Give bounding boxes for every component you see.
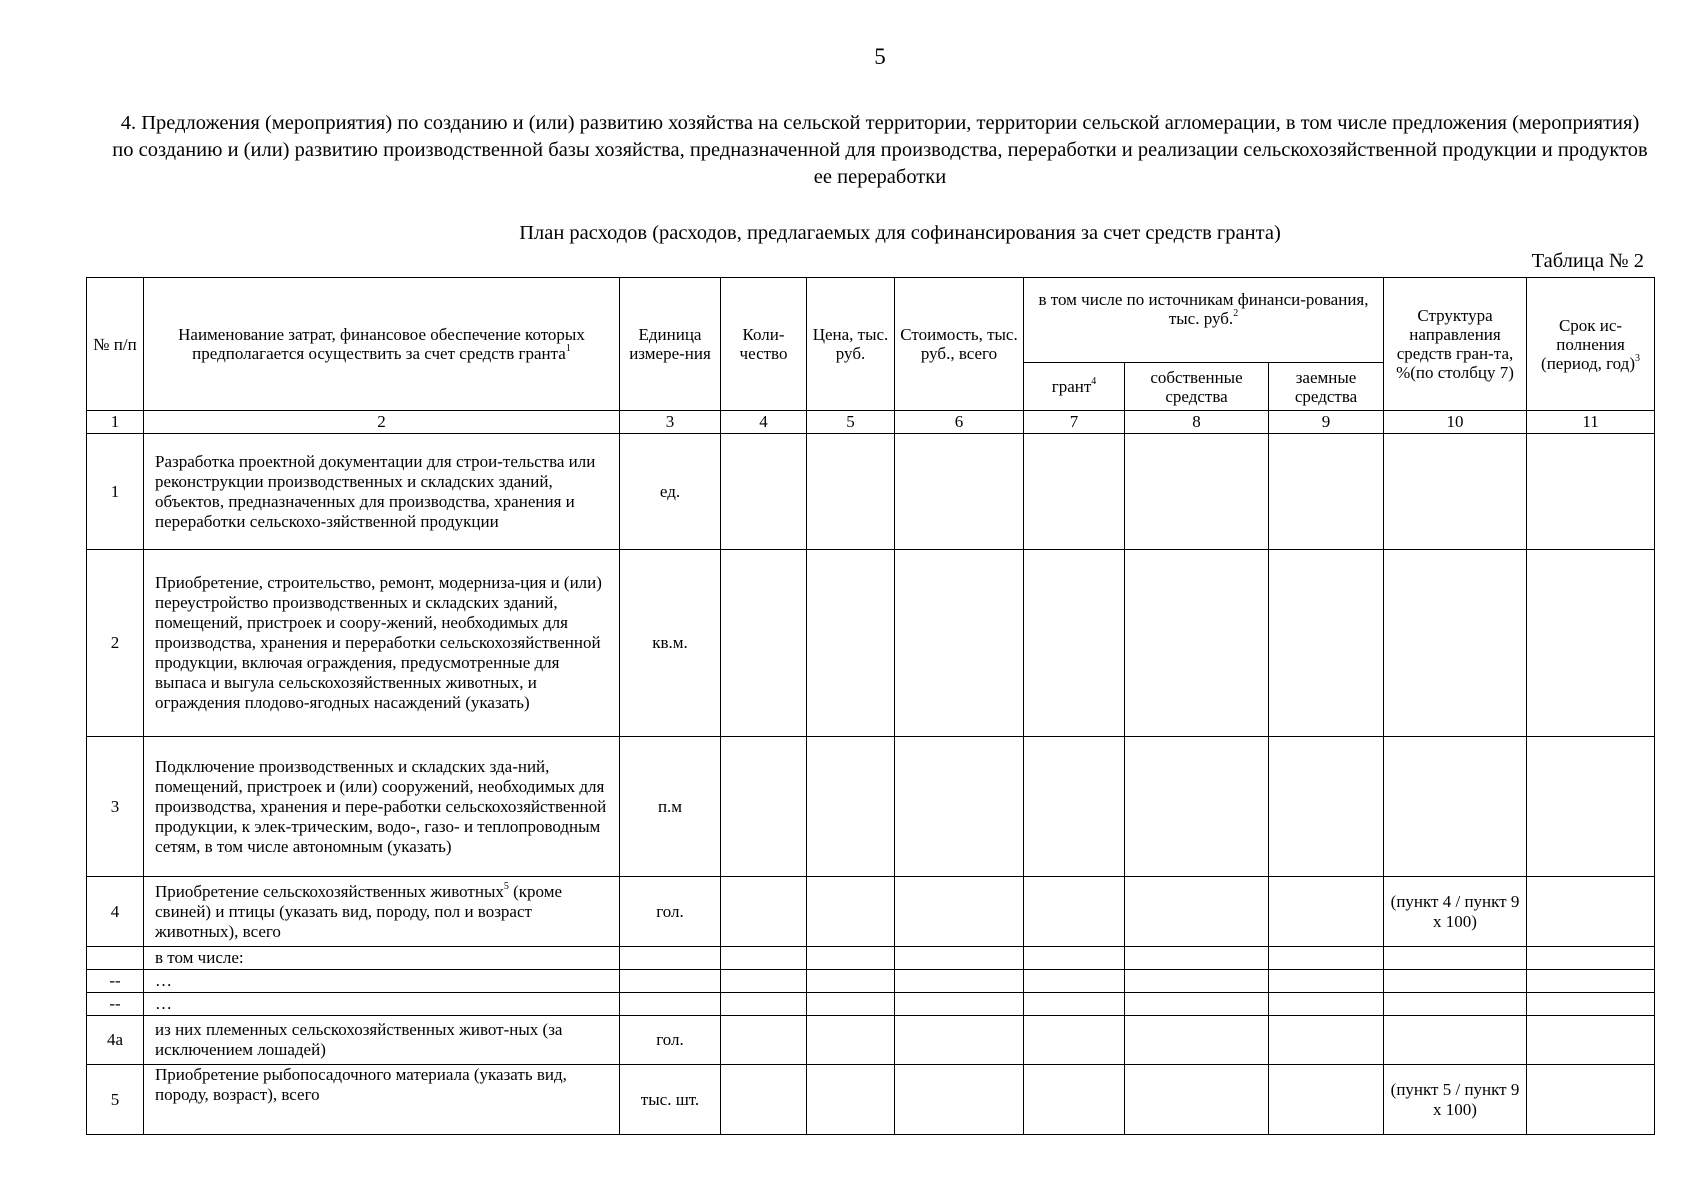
row-name: …: [144, 993, 620, 1016]
column-numbers-row: [87, 411, 1655, 434]
header-qty: Коли-чество: [721, 278, 807, 411]
cell-grant: [1024, 877, 1125, 947]
row-name: Приобретение рыбопосадочного материала (указать вид, породу, возраст), всего: [144, 1065, 620, 1135]
row-unit: тыс. шт.: [620, 1065, 721, 1135]
cell-term: [1527, 877, 1655, 947]
column-number: 5: [807, 411, 895, 434]
table-header-row: [87, 278, 1655, 363]
cell-grant: [1024, 970, 1125, 993]
row-name: …: [144, 970, 620, 993]
row-num: 4: [87, 877, 144, 947]
cell-own: [1125, 550, 1269, 737]
row-unit: гол.: [620, 1016, 721, 1065]
cell-loan: [1269, 993, 1384, 1016]
footnote-marker: 4: [1091, 376, 1097, 387]
cell-cost: [895, 970, 1024, 993]
table-row: [87, 1065, 1655, 1135]
cell-cost: [895, 434, 1024, 550]
cell-term: [1527, 947, 1655, 970]
table-row: [87, 1016, 1655, 1065]
cell-grant: [1024, 434, 1125, 550]
cell-cost: [895, 1016, 1024, 1065]
cell-price: [807, 970, 895, 993]
header-grant: [1024, 363, 1125, 411]
row-structure: [1384, 993, 1527, 1016]
cell-loan: [1269, 970, 1384, 993]
cell-price: [807, 737, 895, 877]
cell-term: [1527, 1016, 1655, 1065]
plan-title: План расходов (расходов, предлагаемых для софинансирования за счет средств гранта): [519, 222, 1281, 244]
cell-grant: [1024, 550, 1125, 737]
cell-cost: [895, 1065, 1024, 1135]
row-structure: [1384, 947, 1527, 970]
row-name: [144, 877, 620, 947]
column-number: 4: [721, 411, 807, 434]
row-num: [87, 947, 144, 970]
cell-own: [1125, 434, 1269, 550]
header-sources-text: в том числе по источникам финанси-рования, тыс. руб.: [1038, 290, 1369, 328]
column-number: 7: [1024, 411, 1125, 434]
row-num: 1: [87, 434, 144, 550]
cell-term: [1527, 550, 1655, 737]
row-num: 2: [87, 550, 144, 737]
cell-grant: [1024, 947, 1125, 970]
cell-own: [1125, 993, 1269, 1016]
cell-own: [1125, 1016, 1269, 1065]
cell-grant: [1024, 1016, 1125, 1065]
cell-qty: [721, 737, 807, 877]
header-term: [1527, 278, 1655, 411]
column-number: 11: [1527, 411, 1655, 434]
cell-own: [1125, 1065, 1269, 1135]
row-structure: [1384, 737, 1527, 877]
table-row: [87, 434, 1655, 550]
cell-term: [1527, 434, 1655, 550]
table-row: [87, 993, 1655, 1016]
cell-loan: [1269, 877, 1384, 947]
row-unit: ед.: [620, 434, 721, 550]
cell-price: [807, 877, 895, 947]
page-number: 5: [874, 44, 886, 69]
row-structure: [1384, 550, 1527, 737]
row-name-text: Приобретение сельскохозяйственных животных: [155, 881, 504, 901]
cell-qty: [721, 1065, 807, 1135]
cell-loan: [1269, 1016, 1384, 1065]
table-row: [87, 947, 1655, 970]
row-structure: (пункт 5 / пункт 9 х 100): [1384, 1065, 1527, 1135]
cell-price: [807, 434, 895, 550]
header-name-text: Наименование затрат, финансовое обеспечение которых предполагается осуществить за счет средств гранта: [178, 325, 585, 363]
cell-cost: [895, 550, 1024, 737]
row-structure: [1384, 434, 1527, 550]
header-own-funds: собственные средства: [1125, 363, 1269, 411]
cell-cost: [895, 947, 1024, 970]
footnote-marker: 3: [1634, 352, 1640, 364]
cell-term: [1527, 1065, 1655, 1135]
section-title: 4. Предложения (мероприятия) по созданию и (или) развитию хозяйства на сельской территории, территории сельской агломерации, в том числе предложения (мероприятия) по созданию и (или) развитию производственной базы хозяйства, предназначенной для производства, переработки и реализации сельскохозяйственной продукции и продуктов ее переработки: [112, 112, 1648, 188]
cell-loan: [1269, 1065, 1384, 1135]
column-number: 9: [1269, 411, 1384, 434]
row-unit: кв.м.: [620, 550, 721, 737]
cell-grant: [1024, 737, 1125, 877]
column-number: 6: [895, 411, 1024, 434]
expense-plan-table: [86, 277, 1655, 1135]
row-unit: [620, 947, 721, 970]
row-num: 3: [87, 737, 144, 877]
row-unit: п.м: [620, 737, 721, 877]
row-structure: [1384, 1016, 1527, 1065]
table-row: [87, 737, 1655, 877]
cell-qty: [721, 877, 807, 947]
table-label: Таблица № 2: [1531, 250, 1644, 272]
row-num: --: [87, 993, 144, 1016]
table-row: [87, 550, 1655, 737]
cell-loan: [1269, 434, 1384, 550]
header-term-text: Срок ис-полнения (период, год): [1541, 315, 1635, 373]
cell-loan: [1269, 550, 1384, 737]
header-name: [144, 278, 620, 411]
footnote-marker: 5: [503, 880, 509, 892]
row-name: из них племенных сельскохозяйственных живот-ных (за исключением лошадей): [144, 1016, 620, 1065]
cell-price: [807, 993, 895, 1016]
row-name: Разработка проектной документации для строи-тельства или реконструкции производственных и складских зданий, объектов, предназначенных для производства, хранения и переработки сельскохо-зяйственной продукции: [144, 434, 620, 550]
row-name-text: (кроме свиней) и птицы (указать вид, породу, пол и возраст животных), всего: [155, 881, 563, 941]
cell-own: [1125, 947, 1269, 970]
header-cost: Стоимость, тыс. руб., всего: [895, 278, 1024, 411]
cell-qty: [721, 993, 807, 1016]
footnote-marker: 2: [1233, 308, 1239, 319]
column-number: 10: [1384, 411, 1527, 434]
row-name: Подключение производственных и складских зда-ний, помещений, пристроек и (или) сооружений, необходимых для производства, хранения и пере-работки сельскохозяйственной продукции, к элек-трическим, водо-, газо- и теплопроводным сетям, в том числе автономным (указать): [144, 737, 620, 877]
header-price: Цена, тыс. руб.: [807, 278, 895, 411]
cell-price: [807, 1065, 895, 1135]
cell-grant: [1024, 993, 1125, 1016]
cell-term: [1527, 993, 1655, 1016]
cell-loan: [1269, 737, 1384, 877]
cell-price: [807, 1016, 895, 1065]
cell-price: [807, 947, 895, 970]
header-sources: [1024, 278, 1384, 363]
row-num: 5: [87, 1065, 144, 1135]
column-number: 2: [144, 411, 620, 434]
column-number: 1: [87, 411, 144, 434]
cell-qty: [721, 947, 807, 970]
cell-term: [1527, 970, 1655, 993]
cell-qty: [721, 550, 807, 737]
footnote-marker: 1: [565, 343, 571, 354]
cell-cost: [895, 737, 1024, 877]
column-number: 3: [620, 411, 721, 434]
cell-qty: [721, 434, 807, 550]
cell-cost: [895, 993, 1024, 1016]
row-num: 4а: [87, 1016, 144, 1065]
cell-loan: [1269, 947, 1384, 970]
cell-grant: [1024, 1065, 1125, 1135]
row-structure: (пункт 4 / пункт 9 х 100): [1384, 877, 1527, 947]
row-unit: [620, 993, 721, 1016]
cell-cost: [895, 877, 1024, 947]
header-num: № п/п: [87, 278, 144, 411]
table-row: [87, 877, 1655, 947]
row-structure: [1384, 970, 1527, 993]
cell-term: [1527, 737, 1655, 877]
cell-qty: [721, 1016, 807, 1065]
header-loan-funds: заемные средства: [1269, 363, 1384, 411]
cell-own: [1125, 737, 1269, 877]
header-structure: Структура направления средств гран-та, %(по столбцу 7): [1384, 278, 1527, 411]
row-name: Приобретение, строительство, ремонт, модерниза-ция и (или) переустройство производственных и складских зданий, помещений, пристроек и соору-жений, необходимых для производства, хранения и переработки сельскохозяйственной продукции, включая ограждения, предусмотренные для выпаса и выгула сельскохозяйственных животных, и ограждения плодово-ягодных насаждений (указать): [144, 550, 620, 737]
row-name: в том числе:: [144, 947, 620, 970]
cell-price: [807, 550, 895, 737]
row-num: --: [87, 970, 144, 993]
cell-own: [1125, 970, 1269, 993]
header-unit: Единица измере-ния: [620, 278, 721, 411]
row-unit: гол.: [620, 877, 721, 947]
column-number: 8: [1125, 411, 1269, 434]
cell-own: [1125, 877, 1269, 947]
table-row: [87, 970, 1655, 993]
row-unit: [620, 970, 721, 993]
header-grant-text: грант: [1051, 377, 1092, 396]
cell-qty: [721, 970, 807, 993]
